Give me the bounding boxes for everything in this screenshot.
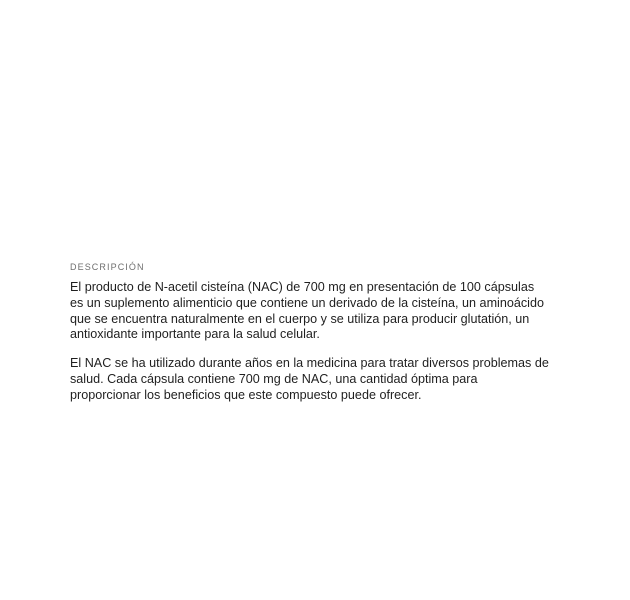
description-paragraph: El NAC se ha utilizado durante años en la medicina para tratar diversos problemas de salud. Cada cápsula contiene 700 mg de NAC, una cantidad óptima para proporcionar los beneficios que este compuesto puede ofrecer. [70,356,549,402]
description-section [70,262,550,417]
description-heading: DESCRIPCIÓN [70,262,145,272]
description-paragraph: El producto de N-acetil cisteína (NAC) de 700 mg en presentación de 100 cápsulas es un suplemento alimenticio que contiene un derivado de la cisteína, un aminoácido que se encuentra naturalmente en el cuerpo y se utiliza para producir glutatión, un antioxidante importante para la salud celular. [70,280,544,342]
